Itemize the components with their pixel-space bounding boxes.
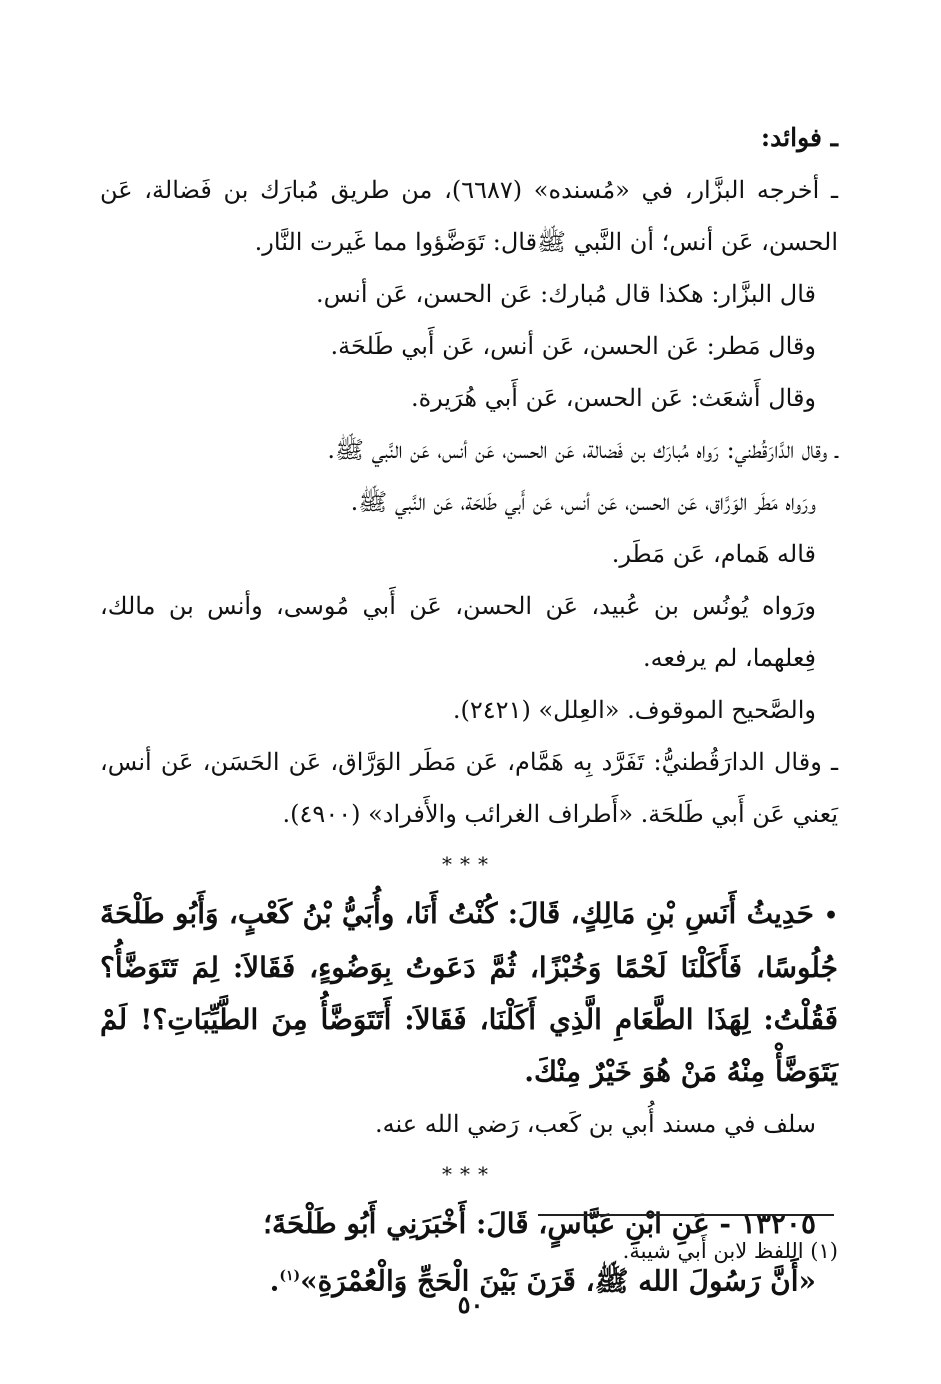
hadith-block	[100, 888, 838, 1098]
hadith-note: سلف في مسند أُبي بن كَعب، رَضي الله عنه.	[375, 1110, 816, 1138]
bullet-icon: •	[823, 903, 838, 929]
main-text	[100, 112, 838, 1307]
hadith-text: حَدِيثُ أَنَسِ بْنِ مَالِكٍ، قَالَ: كُنْتُ أَنَا، وأُبَيُّ بْنُ كَعْبٍ، وَأَبُو طَلْحَةَ جُلُوسًا، فَأَكَلْنَا لَحْمًا وَخُبْزًا، ثُمَّ دَعَوتُ بِوَضُوءٍ، فَقَالاَ: لِمَ تَتَوَضَّأُ؟ فَقُلْتُ: لِهَذَا الطَّعَامِ الَّذِي أَكَلْنَا، فَقَالاَ: أَتَتَوَضَّأُ مِنَ الطَّيِّبَاتِ؟! لَمْ يَتَوَضَّأْ مِنْهُ مَنْ هُوَ خَيْرٌ مِنْكَ.	[100, 897, 838, 1088]
paragraph-9: والصَّحيح الموقوف. «العِلل» (٢٤٢١).	[452, 696, 816, 724]
separator-stars: ***	[442, 852, 496, 876]
paragraph-4: وقال أَشعَث: عَن الحسن، عَن أَبي هُرَيرة.	[410, 384, 816, 412]
footnote: (١) اللفظ لابن أَبي شيبة.	[622, 1239, 838, 1263]
separator-stars-2: ***	[442, 1162, 496, 1186]
paragraph-6: ورَواه مَطَر الوَرَّاق، عَن الحسن، عَن أنس، عَن أَبي طَلحَة، عَن النَّبي ﷺ.	[350, 488, 816, 516]
footnote-divider	[538, 1214, 834, 1216]
paragraph-5: ـ وقال الدَّارَقُطني: رَواه مُبارَك بن فَضالة، عَن الحسن، عَن أنس، عَن النَّبي ﷺ.	[327, 436, 838, 464]
paragraph-10: ـ وقال الدارَقُطنيُّ: تَفَرَّد بِه هَمَّام، عَن مَطَر الوَرَّاق، عَن الحَسَن، عَن أنس، يَعني عَن أَبي طَلحَة. «أَطراف الغرائب والأَفراد» (٤٩٠٠).	[100, 748, 838, 828]
paragraph-7: قاله هَمام، عَن مَطَر.	[611, 540, 816, 568]
section-heading: ـ فوائد:	[760, 123, 838, 152]
paragraph-8: ورَواه يُونُس بن عُبيد، عَن الحسن، عَن أَبي مُوسى، وأنس بن مالك، فِعلهما، لم يرفعه.	[100, 592, 816, 672]
paragraph-3: وقال مَطر: عَن الحسن، عَن أنس، عَن أَبي طَلحَة.	[330, 332, 816, 360]
hadith-number-line: ١٣٢٠٥ - عَنِ ابْنِ عَبَّاسٍ، قَالَ: أَخْبَرَنِي أَبُو طَلْحَةَ؛	[263, 1207, 816, 1240]
page-number: ٥٠	[457, 1290, 484, 1319]
paragraph-1: ـ أخرجه البزَّار، في «مُسنده» (٦٦٨٧)، من طريق مُبارَك بن فَضالة، عَن الحسن، عَن أنس؛ أن النَّبي ﷺقال: تَوَضَّؤوا مما غَيرت النَّار.	[100, 176, 839, 256]
footnote-marker[interactable]: (١)	[279, 1268, 301, 1284]
paragraph-2: قال البزَّار: هكذا قال مُبارك: عَن الحسن، عَن أنس.	[316, 280, 816, 308]
hadith-matn-end: .	[269, 1264, 280, 1298]
hadith-matn-text: «أَنَّ رَسُولَ الله ﷺ، قَرَنَ بَيْنَ الْحَجِّ وَالْعُمْرَةِ»	[300, 1264, 816, 1298]
